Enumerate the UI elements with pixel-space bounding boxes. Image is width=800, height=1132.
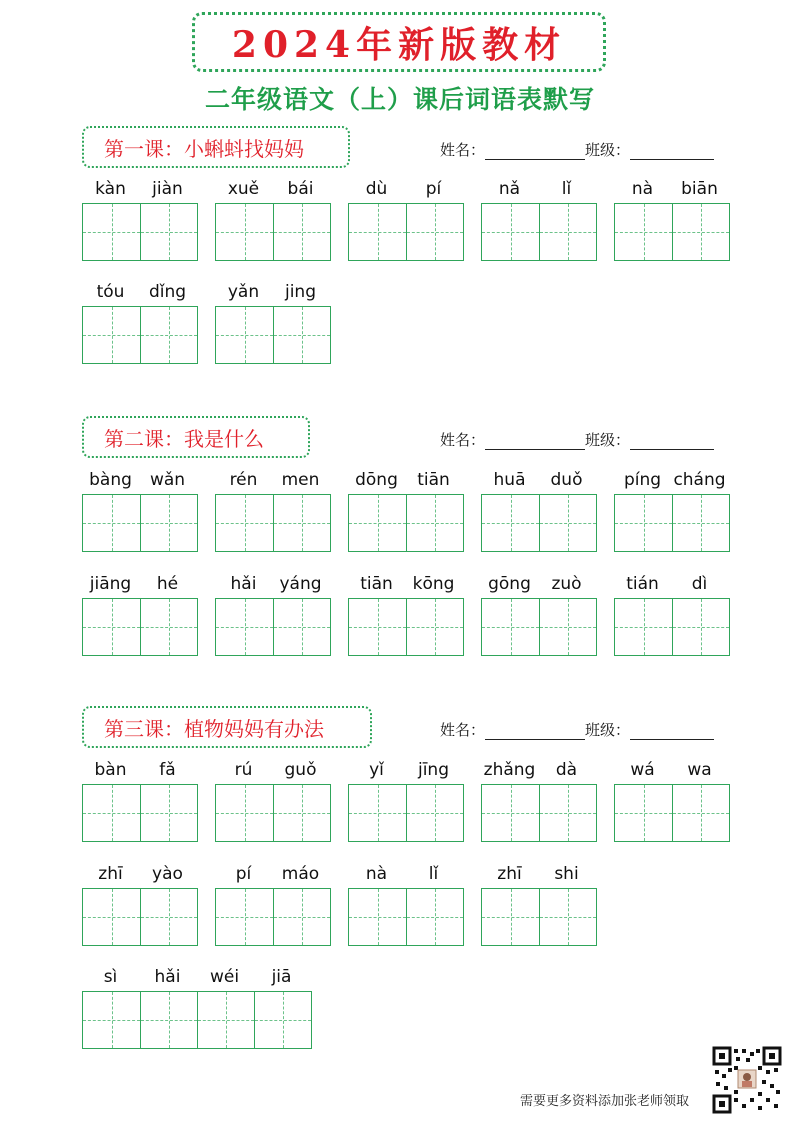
writing-grid [82, 784, 198, 842]
pinyin-syllable: nǎ [498, 179, 521, 199]
writing-grid [215, 494, 331, 552]
pinyin-syllable: biān [681, 179, 718, 199]
writing-grid [215, 203, 331, 261]
pinyin-syllable: lǐ [428, 864, 439, 884]
pinyin-syllable: yǎn [227, 282, 260, 302]
pinyin-row [215, 282, 329, 306]
pinyin-row [82, 864, 196, 888]
tian-zi-cell[interactable] [216, 307, 273, 363]
tian-zi-cell[interactable] [349, 785, 406, 841]
tian-zi-cell[interactable] [216, 599, 273, 655]
pinyin-row [614, 179, 728, 203]
pinyin-row [614, 574, 728, 598]
writing-grid [348, 494, 464, 552]
pinyin-syllable: wéi [209, 967, 240, 987]
pinyin-row [215, 574, 329, 598]
tian-zi-cell[interactable] [273, 495, 330, 551]
pinyin-row [614, 470, 728, 494]
pinyin-row [348, 470, 462, 494]
page-subtitle: 二年级语文（上）课后词语表默写 [204, 85, 595, 114]
pinyin-syllable: tóu [96, 282, 125, 302]
tian-zi-cell[interactable] [482, 204, 539, 260]
word-item [215, 574, 332, 656]
writing-grid [215, 598, 331, 656]
pinyin-syllable: dà [555, 760, 578, 780]
pinyin-syllable: gōng [488, 574, 531, 594]
tian-zi-cell[interactable] [482, 495, 539, 551]
lesson-title: 第二课：我是什么 [82, 416, 310, 458]
word-item [614, 470, 731, 552]
pinyin-syllable: shi [554, 864, 579, 884]
pinyin-row [82, 574, 196, 598]
writing-grid [481, 203, 597, 261]
writing-grid [348, 784, 464, 842]
writing-grid [82, 494, 198, 552]
pinyin-syllable: jiāng [89, 574, 132, 594]
pinyin-syllable: pí [425, 179, 442, 199]
tian-zi-cell[interactable] [672, 204, 729, 260]
tian-zi-cell[interactable] [216, 204, 273, 260]
pinyin-syllable: jiàn [152, 179, 183, 199]
pinyin-syllable: rén [229, 470, 258, 490]
word-item [82, 967, 313, 1049]
tian-zi-cell[interactable] [672, 599, 729, 655]
pinyin-syllable: fǎ [159, 760, 176, 780]
tian-zi-cell[interactable] [539, 204, 596, 260]
pinyin-syllable: dǐng [148, 282, 187, 302]
pinyin-syllable: nà [631, 179, 654, 199]
word-item [481, 760, 598, 842]
pinyin-row [82, 282, 196, 306]
tian-zi-cell[interactable] [615, 599, 672, 655]
writing-grid [614, 203, 730, 261]
pinyin-syllable: píng [623, 470, 662, 490]
tian-zi-cell[interactable] [349, 889, 406, 945]
pinyin-syllable: jiā [271, 967, 292, 987]
tian-zi-cell[interactable] [83, 307, 140, 363]
tian-zi-cell[interactable] [140, 889, 197, 945]
name-class-line [440, 138, 730, 160]
word-item [348, 760, 465, 842]
word-item [614, 760, 731, 842]
pinyin-syllable: zuò [551, 574, 582, 594]
pinyin-syllable: guǒ [284, 760, 317, 780]
pinyin-syllable: tián [626, 574, 659, 594]
class-field[interactable] [630, 434, 714, 450]
writing-grid [614, 494, 730, 552]
tian-zi-cell[interactable] [406, 204, 463, 260]
pinyin-row [215, 179, 329, 203]
writing-grid [82, 306, 198, 364]
tian-zi-cell[interactable] [140, 992, 197, 1048]
pinyin-syllable: men [281, 470, 320, 490]
pinyin-row [481, 470, 595, 494]
word-item [348, 179, 465, 261]
class-label: 班级： [585, 141, 631, 159]
pinyin-syllable: yǐ [369, 760, 384, 780]
tian-zi-cell[interactable] [539, 495, 596, 551]
word-item [481, 864, 598, 946]
tian-zi-cell[interactable] [197, 992, 254, 1048]
tian-zi-cell[interactable] [83, 785, 140, 841]
pinyin-syllable: wǎn [149, 470, 186, 490]
tian-zi-cell[interactable] [539, 599, 596, 655]
writing-grid [215, 306, 331, 364]
writing-grid [348, 598, 464, 656]
pinyin-syllable: xuě [227, 179, 260, 199]
writing-grid [348, 203, 464, 261]
word-item [348, 574, 465, 656]
pinyin-row [348, 760, 462, 784]
pinyin-syllable: cháng [673, 470, 726, 490]
pinyin-syllable: hé [156, 574, 179, 594]
tian-zi-cell[interactable] [615, 495, 672, 551]
pinyin-syllable: wa [687, 760, 712, 780]
pinyin-syllable: pí [235, 864, 252, 884]
pinyin-row [481, 574, 595, 598]
writing-grid [481, 494, 597, 552]
pinyin-syllable: máo [281, 864, 320, 884]
pinyin-row [348, 864, 462, 888]
writing-grid [481, 888, 597, 946]
tian-zi-cell[interactable] [539, 889, 596, 945]
pinyin-syllable: duǒ [550, 470, 583, 490]
pinyin-syllable: hǎi [154, 967, 181, 987]
pinyin-syllable: zhī [497, 864, 522, 884]
tian-zi-cell[interactable] [615, 785, 672, 841]
pinyin-syllable: tiān [360, 574, 393, 594]
pinyin-row [481, 864, 595, 888]
name-field[interactable] [485, 434, 585, 450]
tian-zi-cell[interactable] [216, 785, 273, 841]
writing-grid [614, 598, 730, 656]
class-field[interactable] [630, 724, 714, 740]
tian-zi-cell[interactable] [273, 889, 330, 945]
tian-zi-cell[interactable] [216, 889, 273, 945]
pinyin-syllable: zhī [98, 864, 123, 884]
word-item [82, 179, 199, 261]
pinyin-syllable: dōng [355, 470, 398, 490]
word-item [481, 179, 598, 261]
word-item [215, 179, 332, 261]
pinyin-syllable: jīng [417, 760, 449, 780]
writing-grid [82, 991, 312, 1049]
name-class-line [440, 428, 730, 450]
tian-zi-cell[interactable] [140, 204, 197, 260]
pinyin-syllable: huā [493, 470, 526, 490]
tian-zi-cell[interactable] [140, 307, 197, 363]
pinyin-syllable: yào [152, 864, 183, 884]
name-field[interactable] [485, 144, 585, 160]
footer-note: 需要更多资料添加张老师领取 [520, 1094, 690, 1109]
word-item [215, 760, 332, 842]
tian-zi-cell[interactable] [273, 599, 330, 655]
writing-grid [348, 888, 464, 946]
pinyin-row [82, 760, 196, 784]
pinyin-syllable: bàn [94, 760, 127, 780]
word-item [82, 282, 199, 364]
pinyin-row [348, 179, 462, 203]
class-field[interactable] [630, 144, 714, 160]
title-box [192, 12, 606, 72]
writing-grid [82, 598, 198, 656]
name-label: 姓名： [440, 141, 486, 159]
tian-zi-cell[interactable] [406, 889, 463, 945]
tian-zi-cell[interactable] [482, 785, 539, 841]
pinyin-row [82, 967, 310, 991]
pinyin-row [614, 760, 728, 784]
word-item [348, 470, 465, 552]
pinyin-syllable: jing [284, 282, 316, 302]
word-item [614, 179, 731, 261]
tian-zi-cell[interactable] [83, 495, 140, 551]
class-label: 班级： [585, 721, 631, 739]
writing-grid [215, 888, 331, 946]
pinyin-row [348, 574, 462, 598]
pinyin-row [481, 179, 595, 203]
name-label: 姓名： [440, 431, 486, 449]
tian-zi-cell[interactable] [140, 785, 197, 841]
qr-code-icon [712, 1046, 782, 1114]
tian-zi-cell[interactable] [406, 785, 463, 841]
word-item [82, 470, 199, 552]
pinyin-syllable: kàn [95, 179, 126, 199]
pinyin-syllable: dù [365, 179, 388, 199]
pinyin-syllable: bàng [89, 470, 132, 490]
tian-zi-cell[interactable] [406, 599, 463, 655]
tian-zi-cell[interactable] [349, 204, 406, 260]
word-item [481, 574, 598, 656]
word-item [82, 864, 199, 946]
word-item [614, 574, 731, 656]
word-item [215, 864, 332, 946]
pinyin-syllable: zhǎng [483, 760, 536, 780]
tian-zi-cell[interactable] [672, 785, 729, 841]
pinyin-row [82, 179, 196, 203]
tian-zi-cell[interactable] [482, 599, 539, 655]
lesson-title: 第三课：植物妈妈有办法 [82, 706, 372, 748]
tian-zi-cell[interactable] [273, 204, 330, 260]
page-title: 2024年新版教材 [231, 23, 567, 66]
writing-grid [215, 784, 331, 842]
name-field[interactable] [485, 724, 585, 740]
word-item [215, 470, 332, 552]
tian-zi-cell[interactable] [83, 599, 140, 655]
pinyin-syllable: rú [234, 760, 253, 780]
pinyin-row [481, 760, 595, 784]
writing-grid [82, 888, 198, 946]
tian-zi-cell[interactable] [140, 495, 197, 551]
pinyin-syllable: bái [287, 179, 314, 199]
pinyin-row [215, 864, 329, 888]
class-label: 班级： [585, 431, 631, 449]
tian-zi-cell[interactable] [83, 992, 140, 1048]
pinyin-syllable: tiān [417, 470, 450, 490]
pinyin-row [82, 470, 196, 494]
tian-zi-cell[interactable] [615, 204, 672, 260]
word-item [481, 470, 598, 552]
pinyin-syllable: dì [691, 574, 708, 594]
tian-zi-cell[interactable] [83, 204, 140, 260]
writing-grid [481, 598, 597, 656]
tian-zi-cell[interactable] [216, 495, 273, 551]
tian-zi-cell[interactable] [254, 992, 311, 1048]
tian-zi-cell[interactable] [482, 889, 539, 945]
pinyin-row [215, 470, 329, 494]
word-item [215, 282, 332, 364]
name-class-line [440, 718, 730, 740]
writing-grid [614, 784, 730, 842]
word-item [348, 864, 465, 946]
name-label: 姓名： [440, 721, 486, 739]
tian-zi-cell[interactable] [349, 599, 406, 655]
lesson-title: 第一课：小蝌蚪找妈妈 [82, 126, 350, 168]
pinyin-syllable: sì [103, 967, 118, 987]
pinyin-syllable: yáng [279, 574, 322, 594]
pinyin-syllable: lǐ [561, 179, 572, 199]
writing-grid [82, 203, 198, 261]
writing-grid [481, 784, 597, 842]
tian-zi-cell[interactable] [672, 495, 729, 551]
tian-zi-cell[interactable] [273, 785, 330, 841]
tian-zi-cell[interactable] [349, 495, 406, 551]
tian-zi-cell[interactable] [539, 785, 596, 841]
pinyin-row [215, 760, 329, 784]
pinyin-syllable: hǎi [230, 574, 257, 594]
tian-zi-cell[interactable] [273, 307, 330, 363]
word-item [82, 574, 199, 656]
tian-zi-cell[interactable] [406, 495, 463, 551]
pinyin-syllable: wá [630, 760, 655, 780]
word-item [82, 760, 199, 842]
tian-zi-cell[interactable] [83, 889, 140, 945]
pinyin-syllable: kōng [412, 574, 455, 594]
pinyin-syllable: nà [365, 864, 388, 884]
tian-zi-cell[interactable] [140, 599, 197, 655]
